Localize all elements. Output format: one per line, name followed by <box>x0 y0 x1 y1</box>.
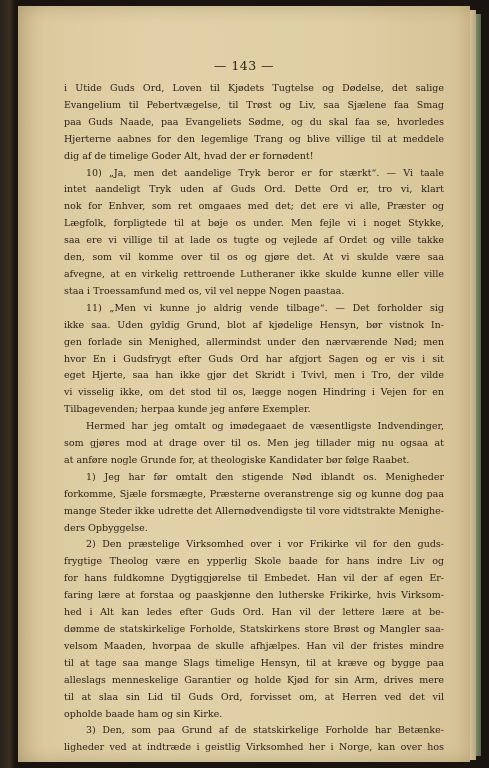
text-line: afvegne, at en virkelig rettroende Lutheraner ikke skulde kunne eller ville <box>64 268 444 280</box>
book-page <box>18 6 470 762</box>
text-line: forkomme, Sjæle forsmægte, Præsterne overanstrenge sig og kunne dog paa <box>64 488 444 500</box>
text-line: 10) „Ja, men det aandelige Tryk beror er for stærkt“. — Vi taale <box>86 167 444 179</box>
text-line: paa Guds Naade, paa Evangeliets Sødme, og du skal faa se, hvorledes <box>64 116 444 128</box>
text-line: eget Hjerte, saa han ikke gjør det Skridt i Tvivl, men i Tro, der vilde <box>64 370 444 382</box>
text-line: til at tage saa mange Slags timelige Hensyn, til at kræve og bygge paa <box>64 657 444 669</box>
book-cover-edge <box>476 14 481 756</box>
text-line: 3) Den, som paa Grund af de statskirkelige Forholde har Betænke- <box>86 725 444 737</box>
body-text <box>64 81 444 757</box>
text-line: 11) „Men vi kunne jo aldrig vende tilbage“. — Det forholder sig <box>86 302 444 314</box>
text-line: hed i Alt kan ledes efter Guds Ord. Han vil der lettere lære at be- <box>64 607 444 619</box>
text-line: velsom Maaden, hvorpaa de skulle afhjælpes. Han vil der fristes mindre <box>64 640 444 652</box>
text-line: dig af de timelige Goder Alt, hvad der er fornødent! <box>64 150 314 162</box>
text-line: saa ere vi villige til at lade os tugte og vejlede af Ordet og ville takke <box>64 235 444 247</box>
text-line: at anføre nogle Grunde for, at theologiske Kandidater bør følge Raabet. <box>64 454 410 466</box>
text-line: frygtige Theolog være en ypperlig Skole baade for hans indre Liv og <box>64 556 444 568</box>
text-line: dømme de statskirkelige Forholde, Statskirkens store Brøst og Mangler saa- <box>64 624 444 635</box>
text-line: 2) Den præstelige Virksomhed over i vor Frikirke vil for den guds- <box>86 539 444 551</box>
page-number: — 143 — <box>213 58 275 73</box>
text-line: i Utide Guds Ord, Loven til Kjødets Tugtelse og Dødelse, det salige <box>64 83 444 94</box>
text-line: Evangelium til Pebertvægelse, til Trøst og Liv, saa Sjælene faa Smag <box>64 99 444 111</box>
text-line: ikke saa. Uden gyldig Grund, blot af kjødelige Hensyn, bør vistnok In- <box>64 319 444 331</box>
text-line: Hermed har jeg omtalt og imødegaaet de væsentligste Indvendinger, <box>86 421 444 433</box>
text-line: ders Opbyggelse. <box>64 522 148 534</box>
text-line: 1) Jeg har før omtalt den stigende Nød iblandt os. Menigheder <box>86 471 444 483</box>
text-line: nok for Enhver, som ret omgaaes med det; det ere vi alle, Præster og <box>64 201 444 213</box>
text-line: Lægfolk, forpligtede til at bøje os under. Men fejle vi i noget Stykke, <box>64 218 444 230</box>
text-line: hvor En i Gudsfrygt efter Guds Ord har afgjort Sagen og er vis i sit <box>64 353 444 365</box>
text-line: den, som vil komme over til os og gjøre det. At vi skulde være saa <box>64 252 444 264</box>
text-line: faring lære at forstaa og paaskjønne den lutherske Frikirke, hvis Virksom- <box>64 590 444 602</box>
text-line: gen forlade sin Menighed, allermindst under den nærværende Nød; men <box>64 336 444 348</box>
text-line: opholde baade ham og sin Kirke. <box>64 708 223 720</box>
text-line: til at slaa sin Lid til Guds Ord, forvisset om, at Herren ved det vil <box>64 691 444 703</box>
text-line: Tilbagevenden; herpaa kunde jeg anføre Exempler. <box>64 404 311 416</box>
text-line: ligheder ved at indtræde i geistlig Virksomhed her i Norge, kan over hos <box>64 742 444 754</box>
text-line: staa i Troessamfund med os, vil vel neppe Nogen paastaa. <box>64 285 345 297</box>
text-line: mange Steder ikke udrette det Allernødvendigste til vore vidtstrakte Menighe- <box>64 505 444 517</box>
text-line: alleslags menneskelige Garantier og holde Kjød for sin Arm, drives mere <box>64 674 444 686</box>
text-line: Hjerterne aabnes for den legemlige Trang og blive villige til at meddele <box>64 133 444 145</box>
text-line: intet aandeligt Tryk uden af Guds Ord. Dette Ord er, tro vi, klart <box>64 184 444 196</box>
text-line: som gjøres mod at drage over til os. Men jeg tillader mig nu ogsaa at <box>64 438 444 450</box>
text-line: vi visselig ikke, om det stod til os, lægge nogen Hindring i Vejen for en <box>64 387 444 399</box>
text-line: for hans fuldkomne Dygtiggjørelse til Embedet. Han vil der af egen Er- <box>64 573 444 585</box>
